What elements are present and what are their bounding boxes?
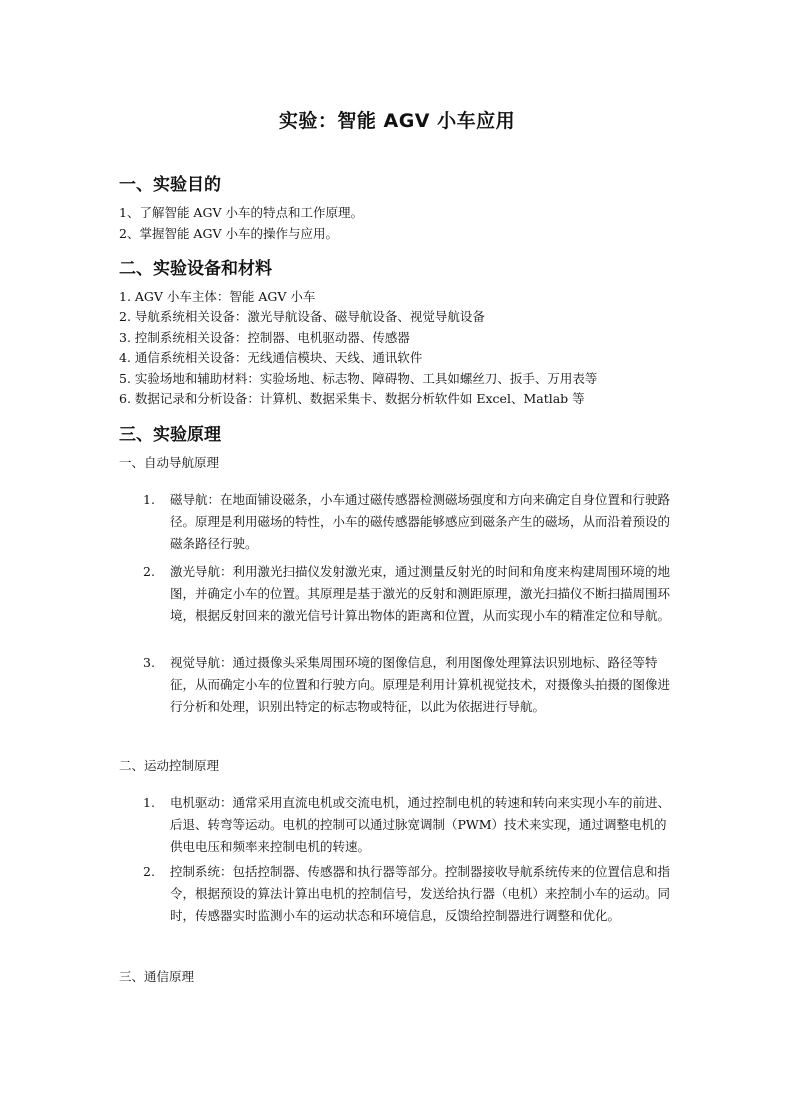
list-item-text: 激光导航：利用激光扫描仪发射激光束，通过测量反射光的时间和角度来构建周围环境的地图，并确定小车的位置。其原理是基于激光的反射和测距原理，激光扫描仪不断扫描周围环境，根据反射回来的激光信号计算出物体的距离和位置，从而实现小车的精准定位和导航。 (170, 564, 671, 623)
equipment-line-6: 6. 数据记录和分析设备：计算机、数据采集卡、数据分析软件如 Excel、Matlab 等 (119, 391, 585, 406)
section-heading-principle: 三、实验原理 (119, 425, 221, 445)
list-item (143, 561, 675, 649)
list-item-number: 2. (143, 564, 155, 579)
equipment-line-5: 5. 实验场地和辅助材料：实验场地、标志物、障碍物、工具如螺丝刀、扳手、万用表等 (119, 371, 598, 386)
subsection-title-navigation: 一、自动导航原理 (119, 455, 220, 470)
purpose-line-1: 1、了解智能 AGV 小车的特点和工作原理。 (119, 205, 363, 220)
list-item-number: 2. (143, 864, 155, 879)
section-heading-equipment: 二、实验设备和材料 (119, 259, 272, 279)
list-item (143, 792, 675, 858)
list-item-number: 1. (143, 492, 155, 507)
list-item (143, 652, 675, 740)
equipment-line-2: 2. 导航系统相关设备：激光导航设备、磁导航设备、视觉导航设备 (119, 309, 485, 324)
list-item-number: 3. (143, 655, 155, 670)
equipment-line-1: 1. AGV 小车主体：智能 AGV 小车 (119, 289, 316, 304)
equipment-line-3: 3. 控制系统相关设备：控制器、电机驱动器、传感器 (119, 330, 410, 345)
list-item (143, 489, 675, 555)
section-heading-purpose: 一、实验目的 (119, 175, 221, 195)
subsection-title-motion-control: 二、运动控制原理 (119, 758, 220, 773)
list-item-number: 1. (143, 795, 155, 810)
list-item-text: 电机驱动：通常采用直流电机或交流电机，通过控制电机的转速和转向来实现小车的前进、后退、转弯等运动。电机的控制可以通过脉宽调制（PWM）技术来实现，通过调整电机的供电电压和频率来控制电机的转速。 (170, 795, 671, 854)
document-title: 实验：智能 AGV 小车应用 (278, 110, 516, 132)
purpose-line-2: 2、掌握智能 AGV 小车的操作与应用。 (119, 226, 338, 241)
list-item (143, 861, 675, 949)
equipment-line-4: 4. 通信系统相关设备：无线通信模块、天线、通讯软件 (119, 350, 423, 365)
subsection-title-communication: 三、通信原理 (119, 969, 195, 984)
list-item-text: 控制系统：包括控制器、传感器和执行器等部分。控制器接收导航系统传来的位置信息和指令，根据预设的算法计算出电机的控制信号，发送给执行器（电机）来控制小车的运动。同时，传感器实时监测小车的运动状态和环境信息，反馈给控制器进行调整和优化。 (170, 864, 671, 923)
list-item-text: 视觉导航：通过摄像头采集周围环境的图像信息，利用图像处理算法识别地标、路径等特征，从而确定小车的位置和行驶方向。原理是利用计算机视觉技术，对摄像头拍摄的图像进行分析和处理，识别出特定的标志物或特征，以此为依据进行导航。 (170, 655, 671, 714)
list-item-text: 磁导航：在地面铺设磁条，小车通过磁传感器检测磁场强度和方向来确定自身位置和行驶路径。原理是利用磁场的特性，小车的磁传感器能够感应到磁条产生的磁场，从而沿着预设的磁条路径行驶。 (170, 492, 671, 551)
